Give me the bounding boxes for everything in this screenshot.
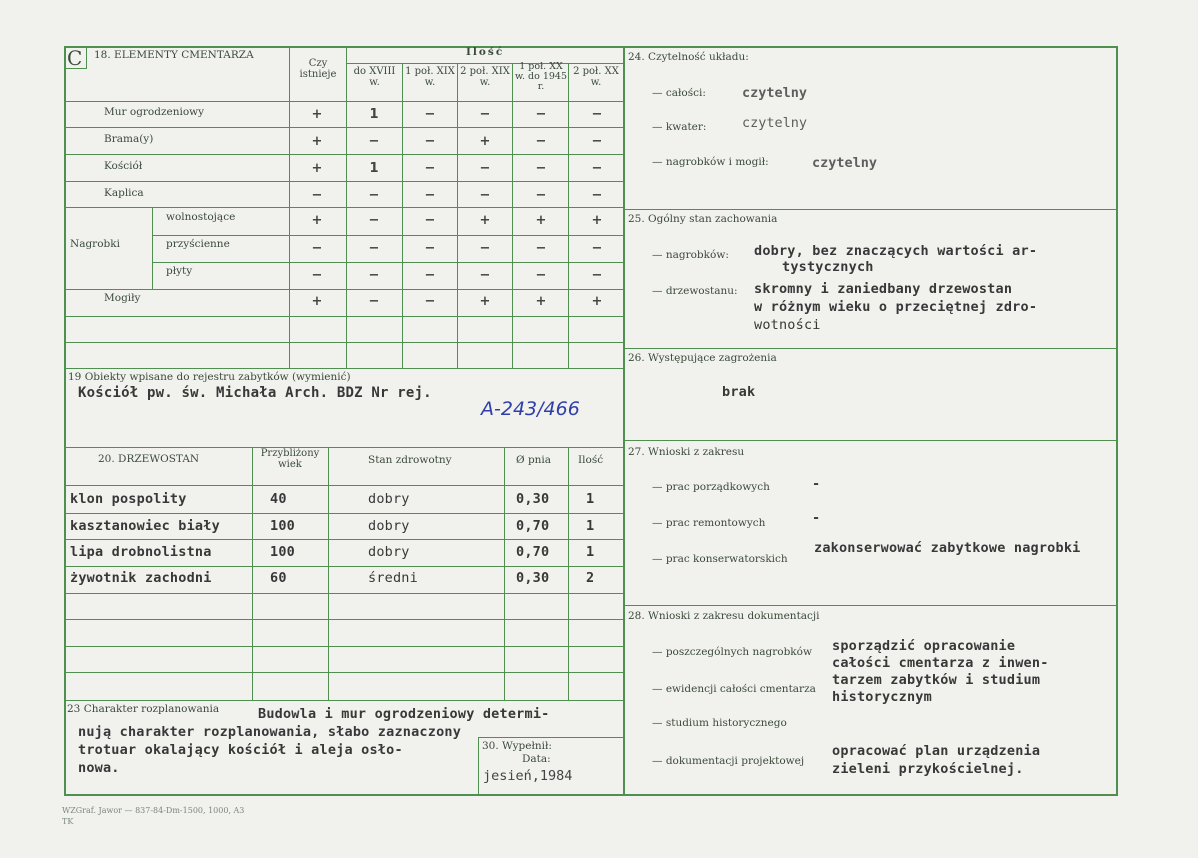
wnioski-porzadkowych-value: - — [812, 476, 821, 492]
element-mark: − — [591, 107, 603, 122]
element-mark: − — [591, 161, 603, 176]
element-mark: − — [424, 268, 436, 283]
layout-text-line1: Budowla i mur ogrodzeniowy determi- — [258, 706, 550, 722]
tree-wiek: 100 — [270, 544, 295, 560]
element-mark: − — [591, 188, 603, 203]
tree-pnia: 0,30 — [516, 491, 550, 507]
col-ilosc: Ilość — [466, 46, 505, 58]
dok-projektowej-label: — dokumentacji projektowej — [652, 755, 805, 767]
tree-wiek: 60 — [270, 570, 287, 586]
dok-value1: sporządzić opracowanie — [832, 638, 1016, 654]
nagrobki-label: Nagrobki — [70, 238, 120, 250]
element-mark: − — [479, 188, 491, 203]
element-mark: − — [311, 268, 323, 283]
col-1pol-xix: 1 poł. XIX w. — [405, 66, 455, 88]
stan-drzewostanu-value2: w różnym wieku o przeciętnej zdro- — [754, 299, 1038, 315]
element-mark: − — [368, 134, 380, 149]
element-mark: − — [535, 161, 547, 176]
wnioski-remontowych-label: — prac remontowych — [652, 517, 766, 529]
row-wolnostojace: wolnostojące — [166, 211, 236, 223]
element-mark: − — [311, 188, 323, 203]
czytelnosc-nagrobkow-value: czytelny — [812, 155, 878, 171]
element-mark: + — [535, 213, 547, 228]
element-mark: 1 — [369, 161, 379, 176]
element-mark: + — [591, 294, 603, 309]
row-mur: Mur ogrodzeniowy — [104, 106, 205, 118]
section-20-title: 20. DRZEWOSTAN — [98, 453, 200, 465]
stan-drzewostanu-label: — drzewostanu: — [652, 285, 738, 297]
tree-name: kasztanowiec biały — [70, 518, 220, 534]
element-mark: − — [424, 294, 436, 309]
element-mark: − — [535, 107, 547, 122]
stan-nagrobkow-value1: dobry, bez znaczących wartości ar- — [754, 243, 1038, 259]
registry-value: Kościół pw. św. Michała Arch. BDZ Nr rej. — [78, 385, 432, 401]
zagrozenia-value: brak — [722, 384, 756, 400]
tree-wiek: 40 — [270, 491, 287, 507]
layout-text-line2: nują charakter rozplanowania, słabo zaznaczony — [78, 724, 462, 740]
tree-stan: średni — [368, 570, 418, 586]
element-mark: − — [368, 213, 380, 228]
col-ilosc-drzew: Ilość — [578, 454, 604, 466]
tree-ilosc: 1 — [586, 491, 595, 507]
section-letter: C — [67, 46, 83, 70]
row-kaplica: Kaplica — [104, 187, 144, 199]
stan-drzewostanu-value3: wotności — [754, 317, 821, 333]
element-mark: − — [535, 188, 547, 203]
date-label: Data: — [522, 753, 551, 765]
section-28-title: 28. Wnioski z zakresu dokumentacji — [628, 610, 820, 622]
element-mark: + — [311, 134, 323, 149]
element-mark: + — [311, 294, 323, 309]
element-mark: − — [535, 134, 547, 149]
element-mark: − — [479, 241, 491, 256]
element-mark: + — [479, 213, 491, 228]
czytelnosc-kwater-value: czytelny — [742, 115, 808, 131]
czytelnosc-nagrobkow-label: — nagrobków i mogił: — [652, 156, 769, 168]
element-mark: − — [368, 294, 380, 309]
row-kosciol: Kościół — [104, 160, 143, 172]
element-mark: − — [424, 213, 436, 228]
col-czy-istnieje: Czy istnieje — [299, 58, 337, 80]
element-mark: − — [535, 241, 547, 256]
tree-wiek: 100 — [270, 518, 295, 534]
czytelnosc-calosci-label: — całości: — [652, 87, 706, 99]
col-wiek: Przybliżony wiek — [260, 448, 320, 470]
element-mark: − — [424, 161, 436, 176]
tree-pnia: 0,70 — [516, 544, 550, 560]
tree-stan: dobry — [368, 544, 410, 560]
section-25-title: 25. Ogólny stan zachowania — [628, 213, 778, 225]
date-value: jesień,1984 — [483, 768, 573, 784]
layout-text-line4: nowa. — [78, 760, 120, 776]
section-26-title: 26. Występujące zagrożenia — [628, 352, 777, 364]
element-mark: + — [311, 161, 323, 176]
filled-by-label: 30. Wypełnił: — [482, 740, 552, 752]
registry-number-handwritten: A-243/466 — [481, 398, 580, 420]
tree-ilosc: 2 — [586, 570, 595, 586]
element-mark: + — [479, 134, 491, 149]
element-mark: − — [591, 241, 603, 256]
element-mark: + — [311, 213, 323, 228]
tree-stan: dobry — [368, 491, 410, 507]
stan-nagrobkow-value2: tystycznych — [782, 259, 874, 275]
element-mark: + — [311, 107, 323, 122]
tree-name: żywotnik zachodni — [70, 570, 212, 586]
tree-ilosc: 1 — [586, 518, 595, 534]
element-mark: − — [591, 268, 603, 283]
element-mark: 1 — [369, 107, 379, 122]
element-mark: + — [479, 294, 491, 309]
section-18-title: 18. ELEMENTY CMENTARZA — [94, 49, 254, 61]
section-19-label: 19 Obiekty wpisane do rejestru zabytków (wymienić) — [68, 371, 351, 383]
tree-pnia: 0,30 — [516, 570, 550, 586]
tree-pnia: 0,70 — [516, 518, 550, 534]
tree-name: lipa drobnolistna — [70, 544, 212, 560]
wnioski-konserwatorskich-label: — prac konserwatorskich — [652, 553, 788, 565]
dok-value3: tarzem zabytków i studium — [832, 672, 1041, 688]
element-mark: − — [424, 107, 436, 122]
col-1pol-xx: 1 poł. XX w. do 1945 r. — [514, 61, 568, 92]
row-plyty: płyty — [166, 265, 193, 277]
wnioski-remontowych-value: - — [812, 510, 821, 526]
dok-value5: opracować plan urządzenia — [832, 743, 1041, 759]
element-mark: − — [311, 241, 323, 256]
tree-ilosc: 1 — [586, 544, 595, 560]
element-mark: − — [424, 134, 436, 149]
dok-ewidencji-label: — ewidencji całości cmentarza — [652, 683, 816, 695]
row-brama: Brama(y) — [104, 133, 154, 145]
element-mark: − — [424, 241, 436, 256]
col-stan: Stan zdrowotny — [368, 454, 452, 466]
col-pnia: Ø pnia — [516, 454, 552, 466]
tree-name: klon pospolity — [70, 491, 187, 507]
element-mark: − — [368, 188, 380, 203]
element-mark: − — [479, 268, 491, 283]
stan-nagrobkow-label: — nagrobków: — [652, 249, 729, 261]
wnioski-konserwatorskich-value: zakonserwować zabytkowe nagrobki — [814, 540, 1081, 556]
dok-value2: całości cmentarza z inwen- — [832, 655, 1049, 671]
czytelnosc-calosci-value: czytelny — [742, 85, 808, 101]
printer-imprint: WZGraf. Jawor — 837-84-Dm-1500, 1000, A3 — [62, 806, 245, 815]
dok-value4: historycznym — [832, 689, 932, 705]
element-mark: − — [424, 188, 436, 203]
section-27-title: 27. Wnioski z zakresu — [628, 446, 745, 458]
stan-drzewostanu-value1: skromny i zaniedbany drzewostan — [754, 281, 1013, 297]
dok-nagrobkow-label: — poszczególnych nagrobków — [652, 646, 812, 658]
element-mark: − — [479, 107, 491, 122]
col-2pol-xix: 2 poł. XIX w. — [460, 66, 510, 88]
element-mark: − — [535, 268, 547, 283]
dok-studium-label: — studium historycznego — [652, 717, 787, 729]
czytelnosc-kwater-label: — kwater: — [652, 121, 707, 133]
element-mark: + — [591, 213, 603, 228]
wnioski-porzadkowych-label: — prac porządkowych — [652, 481, 770, 493]
element-mark: + — [535, 294, 547, 309]
element-mark: − — [591, 134, 603, 149]
col-2pol-xx: 2 poł. XX w. — [573, 66, 619, 88]
section-23-label: 23 Charakter rozplanowania — [67, 703, 220, 715]
tree-stan: dobry — [368, 518, 410, 534]
row-mogily: Mogiły — [104, 292, 141, 304]
section-24-title: 24. Czytelność układu: — [628, 51, 749, 63]
element-mark: − — [368, 241, 380, 256]
dok-value6: zieleni przykościelnej. — [832, 761, 1024, 777]
element-mark: − — [479, 161, 491, 176]
printer-code: TK — [62, 817, 74, 826]
row-przyscienne: przyścienne — [166, 238, 230, 250]
col-xviii: do XVIII w. — [353, 66, 396, 88]
element-mark: − — [368, 268, 380, 283]
layout-text-line3: trotuar okalający kościół i aleja osło- — [78, 742, 403, 758]
